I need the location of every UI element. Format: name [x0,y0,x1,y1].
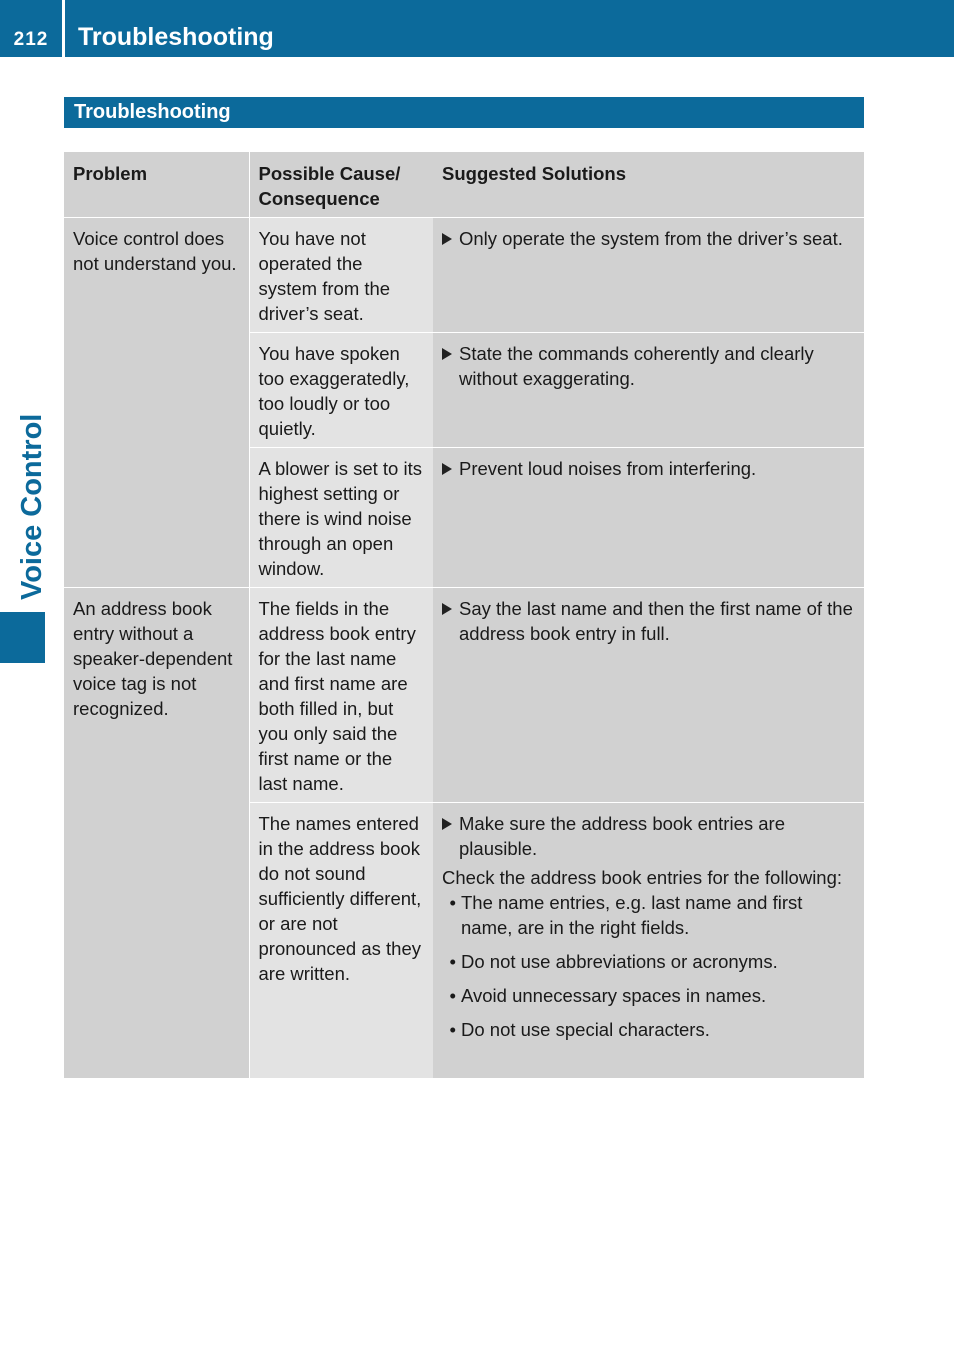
arrow-right-icon [442,818,452,830]
solution-step [442,596,855,646]
solution-step [442,811,855,861]
arrow-right-icon [442,603,452,615]
table-header-row [64,152,864,218]
bullet-icon: • [449,951,456,972]
bullet-icon: • [449,985,456,1006]
list-item-text: Do not use special characters. [461,1019,710,1040]
solution-step [442,341,855,391]
solution-step-text: State the commands coherently and clearly without exaggerating. [459,343,814,389]
cause-cell: You have not operated the system from the driver’s seat. [249,218,433,333]
cause-cell: You have spoken too exaggeratedly, too loudly or too quietly. [249,333,433,448]
problem-cell: An address book entry without a speaker-dependent voice tag is not recognized. [64,588,249,1079]
solution-cell [433,333,864,448]
list-item-text: Avoid unnecessary spaces in names. [461,985,767,1006]
troubleshooting-table [64,152,864,1079]
page-number: 212 [13,29,49,50]
solution-cell [433,218,864,333]
cause-cell: The names entered in the address book do not sound sufficiently different, or are not pronounced as they are written. [249,803,433,1079]
solution-cell [433,588,864,803]
solution-step-text: Only operate the system from the driver’s seat. [459,228,843,249]
section-title: Troubleshooting [64,97,864,128]
header-divider [62,0,65,57]
list-item-text: Do not use abbreviations or acronyms. [461,951,778,972]
solution-note: Check the address book entries for the following: [442,867,843,888]
solution-step-text: Prevent loud noises from interfering. [459,458,757,479]
solution-step [442,226,855,251]
solution-step-text: Make sure the address book entries are plausible. [459,813,785,859]
cause-cell: A blower is set to its highest setting or there is wind noise through an open window. [249,448,433,588]
cause-cell: The fields in the address book entry for the last name and first name are both filled in, but you only said the first name or the last name. [249,588,433,803]
bullet-icon: • [449,892,456,913]
list-item [442,983,855,1008]
arrow-right-icon [442,348,452,360]
column-header-solution: Suggested Solutions [433,152,864,218]
solution-cell [433,803,864,1079]
table-row [64,218,864,333]
list-item [442,890,855,940]
list-item [442,949,855,974]
column-header-cause: Possible Cause/ Consequence [249,152,433,218]
arrow-right-icon [442,233,452,245]
column-header-problem: Problem [64,152,249,218]
table-row [64,588,864,803]
solution-step [442,456,855,481]
arrow-right-icon [442,463,452,475]
side-tab-label: Voice Control [16,413,48,600]
list-item [442,1017,855,1042]
list-item-text: The name entries, e.g. last name and first name, are in the right fields. [461,892,803,938]
side-tab-marker [0,612,45,663]
page-title: Troubleshooting [78,23,274,51]
solution-cell [433,448,864,588]
bullet-icon: • [449,1019,456,1040]
solution-step-text: Say the last name and then the first name of the address book entry in full. [459,598,853,644]
solution-bullet-list [442,890,855,1042]
problem-cell: Voice control does not understand you. [64,218,249,588]
